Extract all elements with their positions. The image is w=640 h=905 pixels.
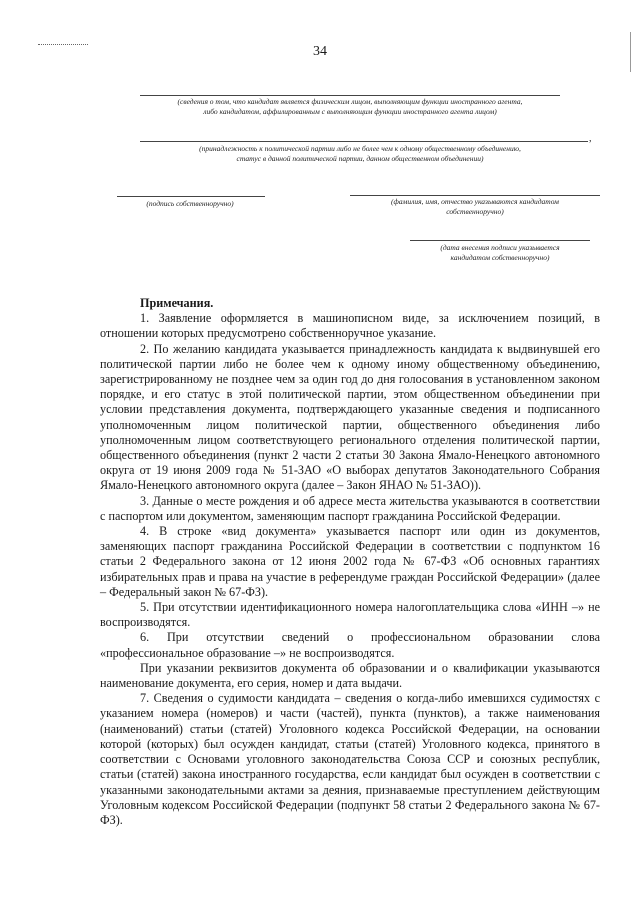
name-caption-line: собственноручно) <box>446 207 504 216</box>
party-caption <box>100 144 620 164</box>
name-caption <box>345 197 605 217</box>
note-paragraph: 1. Заявление оформляется в машинописном виде, за исключением позиций, в отношении которых предусмотрено собственноручное указание. <box>100 311 600 341</box>
signature-line <box>117 196 265 197</box>
date-caption-line: (дата внесения подписи указывается <box>440 243 560 252</box>
note-paragraph: 6. При отсутствии сведений о профессиональном образовании слова «профессиональное образование –» не воспроизводятся. <box>100 630 600 660</box>
notes-heading: Примечания. <box>140 296 214 310</box>
note-paragraph: 5. При отсутствии идентификационного номера налогоплательщика слова «ИНН –» не воспроизводятся. <box>100 600 600 630</box>
date-line <box>410 240 590 241</box>
party-line <box>140 141 588 142</box>
note-paragraph: 4. В строке «вид документа» указывается паспорт или один из документов, заменяющих паспорт гражданина Российской Федерации в соответствии с подпунктом 16 статьи 2 Федерального закона от 12 июня 2002 года № 67-ФЗ «Об основных гарантиях избирательных прав и права на участие в референдуме граждан Российской Федерации» (далее – Федеральный закон № 67-ФЗ). <box>100 524 600 599</box>
note-paragraph: 3. Данные о месте рождения и об адресе места жительства указываются в соответствии с паспортом или документом, заменяющим паспорт гражданина Российской Федерации. <box>100 493 600 523</box>
foreign-agent-line <box>140 95 560 96</box>
page-number: 34 <box>313 44 327 59</box>
foreign-agent-caption <box>100 97 600 117</box>
note-paragraph: 2. По желанию кандидата указывается принадлежность кандидата к выдвинувшей его политической партии либо не более чем к одному иному общественному объединению, зарегистрированному не позднее чем за один год до дня голосования в установленном законом порядке, и его статус в этой политической партии, этом общественном объединении при условии представления документа, подтверждающего указанные сведения и подписанного уполномоченным лицом политической партии, общественного объединения либо уполномоченным лицом соответствующего регионального отделения политической партии, общественного объединения (пункт 2 части 2 статьи 30 Закона Ямало-Ненецкого автономного округа от 19 июня 2009 года № 51-ЗАО «О выборах депутатов Законодательного Собрания Ямало-Ненецкого автономного округа (далее – Закон ЯНАО № 51-ЗАО)). <box>100 341 600 493</box>
party-line-end-mark: , <box>589 133 592 144</box>
date-caption-line: кандидатом собственноручно) <box>450 253 550 262</box>
date-caption <box>405 243 595 263</box>
party-caption-line: статус в данной политической партии, данном общественном объединении) <box>236 154 484 163</box>
party-caption-line: (принадлежность к политической партии либо не более чем к одному общественному объединению, <box>199 144 521 153</box>
notes-section <box>100 296 600 828</box>
foreign-agent-caption-line: (сведения о том, что кандидат является физическим лицом, выполняющим функции иностранного агента, <box>177 97 523 106</box>
name-line <box>350 195 600 196</box>
note-paragraph: При указании реквизитов документа об образовании и о квалификации указываются наименование документа, его серия, номер и дата выдачи. <box>100 660 600 691</box>
signature-caption: (подпись собственноручно) <box>146 199 234 208</box>
name-caption-line: (фамилия, имя, отчество указываются кандидатом <box>391 197 559 206</box>
foreign-agent-caption-line: либо кандидатом, аффилированным с выполняющим функции иностранного агента лицом) <box>203 107 497 116</box>
note-paragraph: 7. Сведения о судимости кандидата – сведения о когда-либо имевшихся судимостях с указанием номера (номеров) и части (частей), пункта (пунктов), а также наименования (наименований) статьи (статей) Уголовного кодекса Российской Федерации, на основании которой (которых) был осужден кандидат, статьи (статей) Уголовного кодекса, принятого в соответствии с Основами уголовного законодательства Союза ССР и союзных республик, статьи (статей) закона иностранного государства, если кандидат был осужден в соответствии с указанными законодательными актами за деяния, признаваемые преступлением действующим Уголовным кодексом Российской Федерации (подпункт 58 статьи 2 Федерального закона № 67-ФЗ). <box>100 691 600 827</box>
